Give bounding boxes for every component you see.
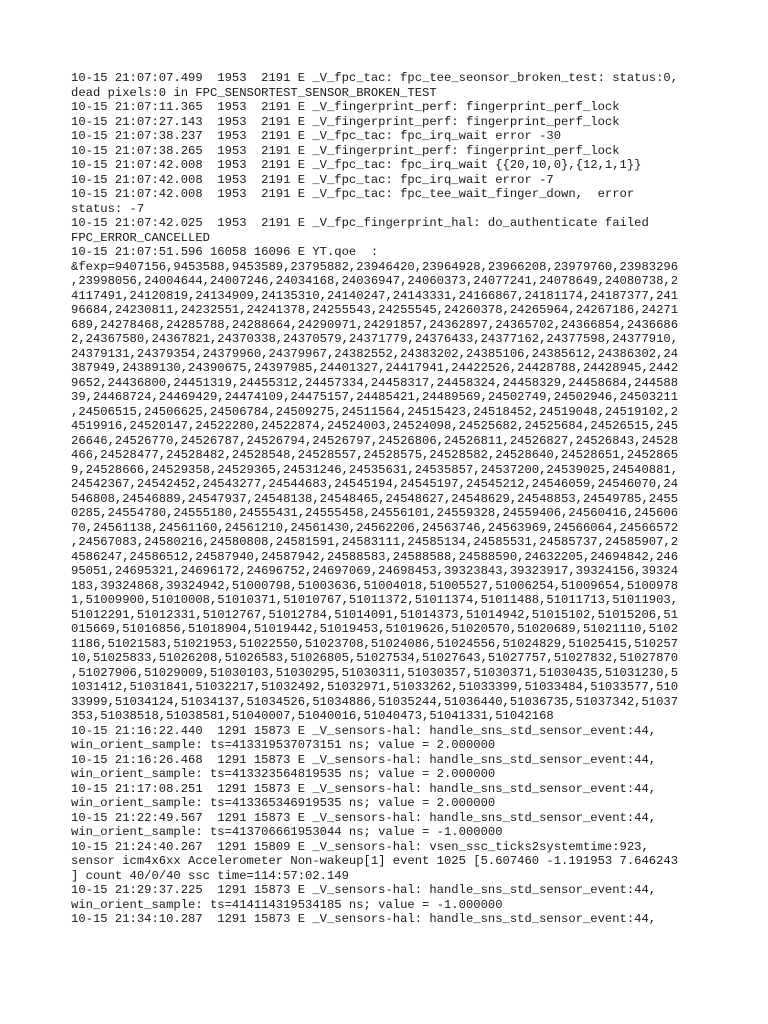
- log-line: 9,24528666,24529358,24529365,24531246,24535631,24535857,24537200,24539025,24540881,: [71, 462, 679, 477]
- log-line: 51012291,51012331,51012767,51012784,51014091,51014373,51014942,51015102,51015206,51: [71, 607, 679, 622]
- log-line: 4519916,24520147,24522280,24522874,24524003,24524098,24525682,24525684,24526515,245: [71, 419, 679, 433]
- log-line: ,24506515,24506625,24506784,24509275,24511564,24515423,24518452,24519048,24519102,2: [71, 404, 679, 419]
- log-line: 10-15 21:34:10.287 1291 15873 E _V_sensors-hal: handle_sns_std_sensor_event:44,: [71, 912, 657, 926]
- log-line: 10-15 21:29:37.225 1291 15873 E _V_sensors-hal: handle_sns_std_sensor_event:44,: [71, 883, 657, 897]
- log-line: ,23998056,24004644,24007246,24034168,24036947,24060373,24077241,24078649,24080738,2: [71, 274, 679, 288]
- log-line: 24379131,24379354,24379960,24379967,24382552,24383202,24385106,24385612,24386302,24: [71, 346, 679, 361]
- log-line: 9652,24436800,24451319,24455312,24457334,24458317,24458324,24458329,24458684,244588: [71, 375, 679, 390]
- log-line: 2,24367580,24367821,24370338,24370579,24371779,24376433,24377162,24377598,24377910,: [71, 332, 679, 346]
- log-line: 24542367,24542452,24543277,24544683,24545194,24545197,24545212,24546059,24546070,24: [71, 477, 679, 491]
- log-line: sensor icm4x6xx Accelerometer Non-wakeup[1] event 1025 [5.607460 -1.191953 7.646243: [71, 854, 679, 868]
- log-line: win_orient_sample: ts=413319537073151 ns; value = 2.000000: [71, 738, 496, 752]
- log-line: 70,24561138,24561160,24561210,24561430,24562206,24563746,24563969,24566064,24566572: [71, 520, 679, 535]
- log-line: 1186,51021583,51021953,51022550,51023708,51024086,51024556,51024829,51025415,510257: [71, 636, 679, 651]
- log-line: 10-15 21:17:08.251 1291 15873 E _V_sensors-hal: handle_sns_std_sensor_event:44,: [71, 781, 657, 796]
- log-line: 10-15 21:24:40.267 1291 15809 E _V_sensors-hal: vsen_ssc_ticks2systemtime:923,: [71, 839, 649, 854]
- log-line: 183,39324868,39324942,51000798,51003636,51004018,51005527,51006254,51009654,5100978: [71, 578, 679, 593]
- log-line: 10-15 21:07:07.499 1953 2191 E _V_fpc_tac: fpc_tee_seonsor_broken_test: status:0,: [71, 71, 679, 85]
- log-line: 95051,24695321,24696172,24696752,24697069,24698453,39323843,39323917,39324156,39324: [71, 564, 679, 578]
- log-line: 10-15 21:22:49.567 1291 15873 E _V_sensors-hal: handle_sns_std_sensor_event:44,: [71, 810, 657, 825]
- log-line: 10-15 21:07:42.025 1953 2191 E _V_fpc_fingerprint_hal: do_authenticate failed: [71, 216, 649, 230]
- log-line: 39,24468724,24469429,24474109,24475157,24485421,24489569,24502749,24502946,24503211: [71, 390, 679, 404]
- log-line: 10-15 21:07:38.265 1953 2191 E _V_fingerprint_perf: fingerprint_perf_lock: [71, 143, 620, 158]
- log-line: 466,24528477,24528482,24528548,24528557,24528575,24528582,24528640,24528651,2452865: [71, 448, 679, 462]
- log-line: win_orient_sample: ts=413323564819535 ns; value = 2.000000: [71, 767, 496, 781]
- log-line: 10-15 21:16:22.440 1291 15873 E _V_sensors-hal: handle_sns_std_sensor_event:44,: [71, 723, 657, 738]
- log-line: win_orient_sample: ts=413706661953044 ns; value = -1.000000: [71, 825, 503, 839]
- log-line: 26646,24526770,24526787,24526794,24526797,24526806,24526811,24526827,24526843,24528: [71, 433, 679, 448]
- log-line: 1031412,51031841,51032217,51032492,51032971,51033262,51033399,51033484,51033577,510: [71, 680, 679, 694]
- log-line: 015669,51016856,51018904,51019442,51019453,51019626,51020570,51020689,51021110,5102: [71, 622, 679, 636]
- log-line: ,24567083,24580216,24580808,24581591,24583111,24585134,24585531,24585737,24585907,2: [71, 535, 679, 549]
- log-line: 689,24278468,24285788,24288664,24290971,24291857,24362897,24365702,24366854,2436686: [71, 317, 679, 332]
- log-line: 10-15 21:07:27.143 1953 2191 E _V_fingerprint_perf: fingerprint_perf_lock: [71, 114, 620, 129]
- log-line: dead pixels:0 in FPC_SENSORTEST_SENSOR_BROKEN_TEST: [71, 85, 437, 100]
- log-line: 4117491,24120819,24134909,24135310,24140247,24143331,24166867,24181174,24187377,241: [71, 288, 679, 303]
- log-line: 10,51025833,51026208,51026583,51026805,51027534,51027643,51027757,51027832,51027870: [71, 651, 679, 665]
- log-text: [71, 71, 708, 927]
- log-line: 10-15 21:07:42.008 1953 2191 E _V_fpc_tac: fpc_irq_wait error -7: [71, 172, 554, 187]
- log-line: 10-15 21:07:11.365 1953 2191 E _V_fingerprint_perf: fingerprint_perf_lock: [71, 100, 620, 114]
- log-line: 0285,24554780,24555180,24555431,24555458,24556101,24559328,24559406,24560416,245606: [71, 506, 679, 520]
- log-line: ,51027906,51029009,51030103,51030295,51030311,51030357,51030371,51030435,51031230,5: [71, 665, 679, 680]
- log-line: win_orient_sample: ts=414114319534185 ns; value = -1.000000: [71, 897, 503, 912]
- log-line: 353,51038518,51038581,51040007,51040016,51040473,51041331,51042168: [71, 709, 554, 723]
- log-line: 387949,24389130,24390675,24397985,24401327,24417941,24422526,24428788,24428945,2442: [71, 361, 679, 375]
- log-line: 33999,51034124,51034137,51034526,51034886,51035244,51036440,51036735,51037342,51037: [71, 694, 679, 709]
- log-line: 4586247,24586512,24587940,24587942,24588583,24588588,24588590,24632205,24694842,246: [71, 549, 679, 564]
- log-line: status: -7: [71, 201, 145, 216]
- log-line: 1,51009900,51010008,51010371,51010767,51011372,51011374,51011488,51011713,51011903,: [71, 593, 679, 607]
- log-line: 10-15 21:07:42.008 1953 2191 E _V_fpc_tac: fpc_irq_wait {{20,10,0},{12,1,1}}: [71, 158, 642, 172]
- log-line: ] count 40/0/40 ssc time=114:57:02.149: [71, 868, 349, 883]
- log-line: 10-15 21:07:38.237 1953 2191 E _V_fpc_tac: fpc_irq_wait error -30: [71, 129, 562, 143]
- log-line: 546808,24546889,24547937,24548138,24548465,24548627,24548629,24548853,24549785,2455: [71, 491, 679, 506]
- log-line: 10-15 21:07:51.596 16058 16096 E YT.qoe :: [71, 245, 379, 259]
- log-line: win_orient_sample: ts=413365346919535 ns; value = 2.000000: [71, 796, 496, 810]
- log-line: FPC_ERROR_CANCELLED: [71, 230, 210, 245]
- log-line: 10-15 21:07:42.008 1953 2191 E _V_fpc_tac: fpc_tee_wait_finger_down, error: [71, 187, 635, 201]
- log-line: &fexp=9407156,9453588,9453589,23795882,23946420,23964928,23966208,23979760,23983296: [71, 259, 679, 274]
- log-line: 96684,24230811,24232551,24241378,24255543,24255545,24260378,24265964,24267186,24271: [71, 303, 679, 317]
- log-line: 10-15 21:16:26.468 1291 15873 E _V_sensors-hal: handle_sns_std_sensor_event:44,: [71, 752, 657, 767]
